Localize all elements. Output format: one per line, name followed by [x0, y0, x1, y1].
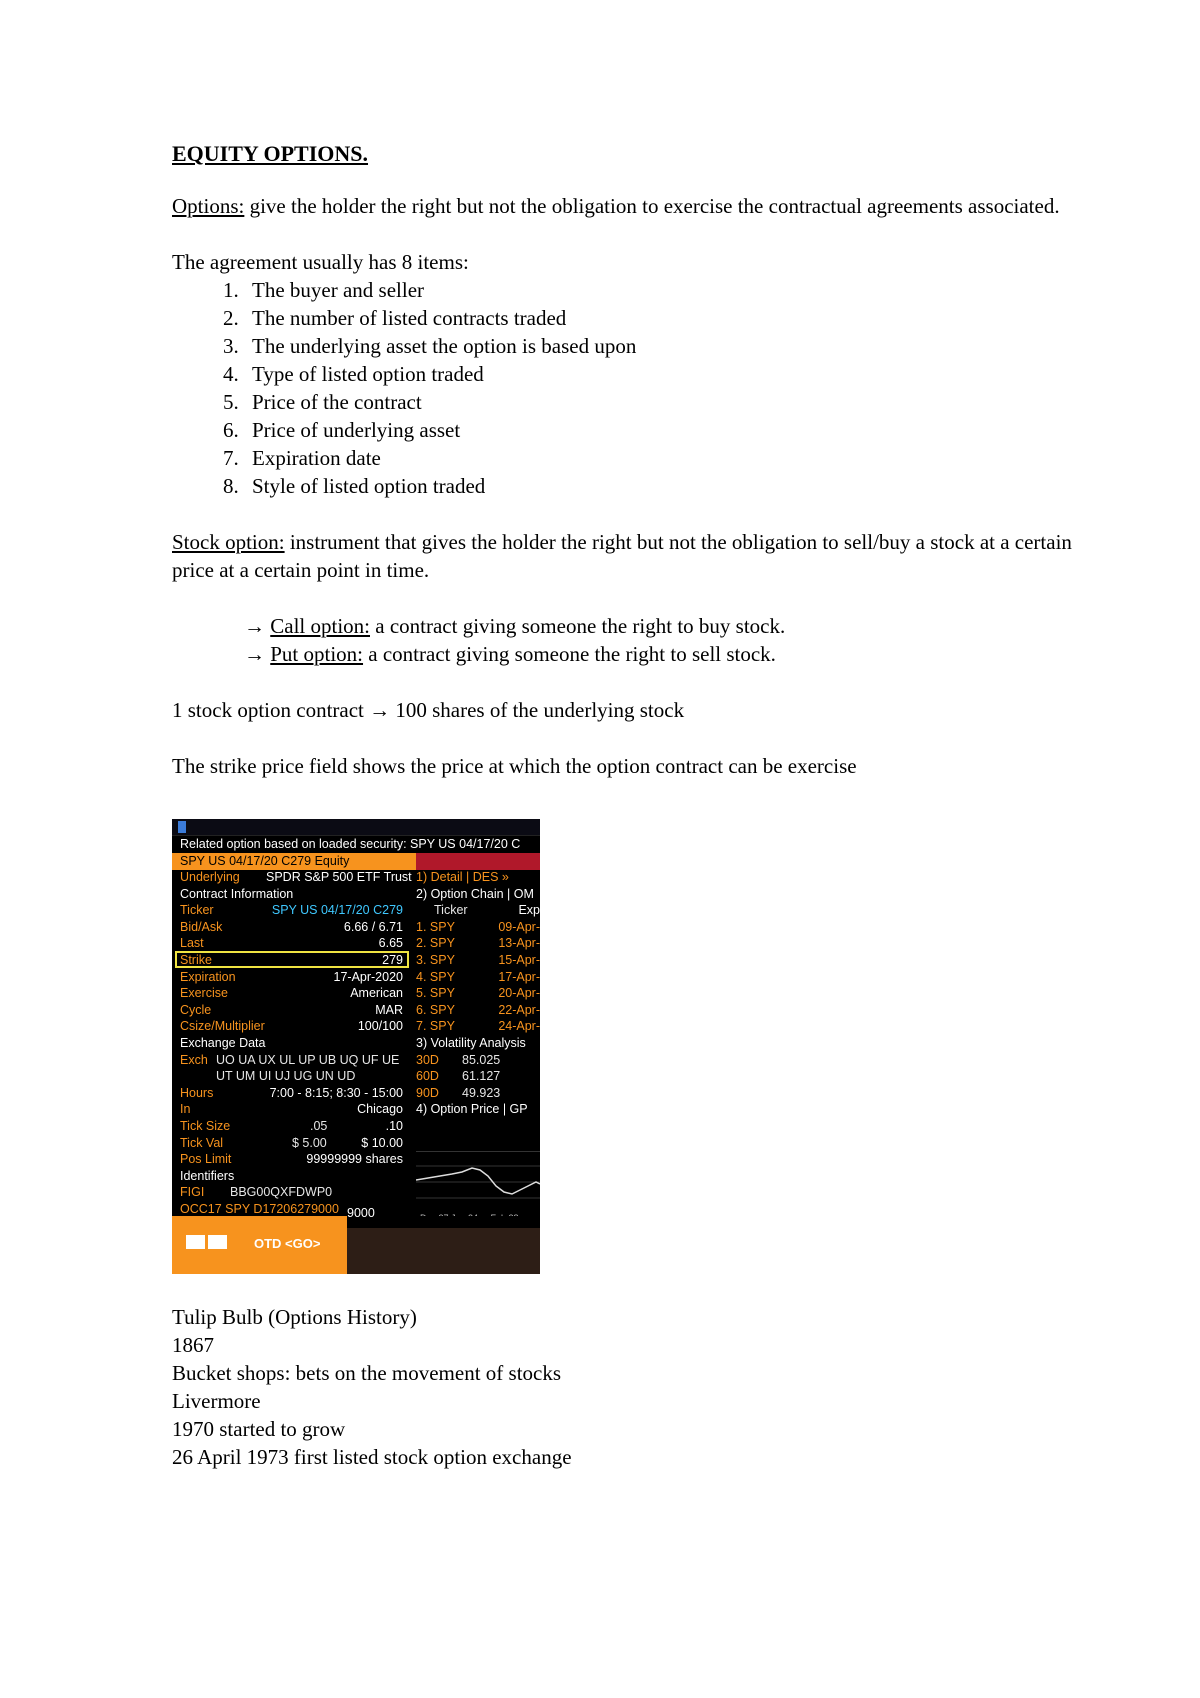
last-label: Last — [180, 936, 204, 951]
chain-ticker-header: Ticker — [434, 903, 468, 918]
tick-val-v2: $ 10.00 — [361, 1135, 403, 1150]
pos-limit-label: Pos Limit — [180, 1152, 232, 1167]
chain-exp: 24-Apr- — [498, 1019, 540, 1034]
exercise-label: Exercise — [180, 986, 228, 1001]
chain-exp: 13-Apr- — [498, 936, 540, 951]
agreement-item: 3. The underlying asset the option is based upon — [244, 332, 1072, 360]
in-value: Chicago — [357, 1102, 403, 1117]
tick-size-v2: .10 — [385, 1118, 403, 1133]
chain-row[interactable] — [416, 935, 540, 952]
document-body — [172, 140, 1072, 780]
history-line: Tulip Bulb (Options History) — [172, 1305, 417, 1329]
chain-num: 3. — [416, 952, 427, 967]
underlying-label: Underlying — [180, 870, 240, 884]
terminal-topbar — [172, 819, 540, 836]
tick-val-label: Tick Val — [180, 1135, 224, 1150]
detail-link[interactable]: 1) Detail | DES » — [416, 870, 509, 884]
contract-line-before: 1 stock option contract — [172, 698, 370, 722]
occ-partial: OCC17 SPY D17206279000 — [180, 1201, 339, 1216]
agreement-item: 7. Expiration date — [244, 444, 1072, 472]
agreement-item: 4. Type of listed option traded — [244, 360, 1072, 388]
sparkline-svg — [416, 1152, 540, 1208]
chain-row[interactable] — [416, 1002, 540, 1019]
underlying-value: SPDR S&P 500 ETF Trust — [266, 870, 412, 884]
cycle-value: MAR — [375, 1002, 403, 1017]
csize-label: Csize/Multiplier — [180, 1019, 265, 1034]
agreement-item: 6. Price of underlying asset — [244, 416, 1072, 444]
options-definition — [172, 192, 1072, 220]
contract-info-header: Contract Information — [180, 886, 294, 901]
chain-exp: 20-Apr- — [498, 986, 540, 1001]
agreement-item: 2. The number of listed contracts traded — [244, 304, 1072, 332]
chain-ticker: SPY — [429, 952, 455, 967]
hours-label: Hours — [180, 1085, 214, 1100]
vol-period: 60D — [416, 1069, 439, 1084]
strike-label: Strike — [180, 952, 212, 967]
otd-button[interactable] — [172, 1216, 347, 1274]
chain-exp: 15-Apr- — [498, 952, 540, 967]
ticker-value: SPY US 04/17/20 C279 — [271, 903, 403, 918]
exch-value-2: UT UM UI UJ UG UN UD — [216, 1069, 356, 1084]
chain-exp: 17-Apr- — [498, 969, 540, 984]
chain-num: 5. — [416, 986, 427, 1001]
chain-exp: 09-Apr- — [498, 919, 540, 934]
chain-num: 1. — [416, 919, 427, 934]
history-section — [172, 1303, 1072, 1471]
put-option-text: a contract giving someone the right to sell stock. — [363, 642, 776, 666]
cycle-label: Cycle — [180, 1002, 212, 1017]
related-panel — [416, 869, 540, 1118]
chain-ticker: SPY — [429, 969, 455, 984]
call-option-term: Call option: — [270, 614, 370, 638]
security-name: SPY US 04/17/20 C279 Equity — [172, 853, 416, 870]
floor-background — [347, 1216, 540, 1274]
identifiers-header: Identifiers — [180, 1168, 235, 1183]
figi-label: FIGI — [180, 1185, 205, 1200]
tick-size-label: Tick Size — [180, 1118, 231, 1133]
chain-row[interactable] — [416, 1018, 540, 1035]
exchange-data-header: Exchange Data — [180, 1035, 266, 1050]
hours-value: 7:00 - 8:15; 8:30 - 15:00 — [269, 1085, 403, 1100]
contract-panel — [180, 869, 412, 1217]
agreement-item: 5. Price of the contract — [244, 388, 1072, 416]
vol-value: 85.025 — [462, 1052, 501, 1067]
figi-value: BBG00QXFDWP0 — [230, 1185, 333, 1200]
chain-row[interactable] — [416, 969, 540, 986]
chain-ticker: SPY — [429, 1002, 455, 1017]
vol-value: 61.127 — [462, 1069, 501, 1084]
option-terminal-image — [172, 819, 540, 1274]
chain-row[interactable] — [416, 985, 540, 1002]
security-bar-red — [416, 853, 540, 870]
option-chain-link[interactable]: 2) Option Chain | OM — [416, 886, 534, 901]
exch-value: UO UA UX UL UP UB UQ UF UE — [216, 1052, 400, 1067]
tick-val-v1: $ 5.00 — [292, 1135, 327, 1150]
stock-option-term: Stock option: — [172, 530, 285, 554]
agreement-intro: The agreement usually has 8 items: — [172, 250, 469, 274]
history-line: 1970 started to grow — [172, 1417, 346, 1441]
expiration-value: 17-Apr-2020 — [333, 969, 403, 984]
related-option-line: Related option based on loaded security: SPY US 04/17/20 C — [180, 837, 521, 851]
bid-ask-label: Bid/Ask — [180, 919, 223, 934]
tick-size-v1: .05 — [310, 1118, 328, 1133]
chain-num: 4. — [416, 969, 427, 984]
exch-label: Exch — [180, 1052, 208, 1067]
security-bar — [172, 853, 540, 870]
put-option-term: Put option: — [270, 642, 364, 666]
chain-ticker: SPY — [429, 919, 455, 934]
book-icon — [186, 1235, 230, 1253]
chain-ticker: SPY — [429, 986, 455, 1001]
exercise-value: American — [350, 986, 403, 1001]
contract-line — [172, 696, 1072, 724]
history-line: Bucket shops: bets on the movement of stocks — [172, 1361, 562, 1385]
options-text: give the holder the right but not the obligation to exercise the contractual agreements associated. — [244, 194, 1060, 218]
sparkline-line — [416, 1168, 540, 1194]
agreement-list — [172, 276, 1072, 500]
chain-exp-header: Exp — [518, 903, 540, 918]
chain-row[interactable] — [416, 919, 540, 936]
play-icon — [178, 821, 186, 833]
vol-period: 90D — [416, 1085, 439, 1100]
arrow-icon: → — [244, 642, 271, 666]
contract-line-after: 100 shares of the underlying stock — [390, 698, 685, 722]
history-line: 1867 — [172, 1333, 214, 1357]
history-line: Livermore — [172, 1389, 261, 1413]
stock-option-definition — [172, 528, 1072, 584]
history-line: 26 April 1973 first listed stock option exchange — [172, 1445, 572, 1469]
put-option-line — [172, 640, 1072, 668]
agreement-item: 1. The buyer and seller — [244, 276, 1072, 304]
otd-label: OTD <GO> — [254, 1236, 321, 1251]
option-price-link[interactable]: 4) Option Price | GP — [416, 1102, 528, 1117]
chain-ticker: SPY — [429, 936, 455, 951]
strike-line: The strike price field shows the price at which the option contract can be exercise — [172, 754, 857, 778]
chain-num: 2. — [416, 936, 427, 951]
call-option-line — [172, 612, 1072, 640]
document-title: EQUITY OPTIONS. — [172, 141, 369, 166]
arrow-icon: → — [244, 614, 271, 638]
chain-ticker: SPY — [429, 1019, 455, 1034]
in-label: In — [180, 1102, 191, 1117]
chain-num: 7. — [416, 1019, 427, 1034]
vol-value: 49.923 — [462, 1085, 501, 1100]
stock-option-text: instrument that gives the holder the right but not the obligation to sell/buy a stock at a certain price at a certain point in time. — [172, 530, 1072, 582]
strike-value: 279 — [382, 952, 403, 967]
chain-exp: 22-Apr- — [498, 1002, 540, 1017]
expiration-label: Expiration — [180, 969, 236, 984]
volatility-analysis-link[interactable]: 3) Volatility Analysis — [416, 1035, 526, 1050]
chain-row[interactable] — [416, 952, 540, 969]
chain-num: 6. — [416, 1002, 427, 1017]
price-sparkline — [416, 1151, 540, 1224]
csize-value: 100/100 — [357, 1019, 403, 1034]
last-value: 6.65 — [378, 936, 403, 951]
strike-highlight-box — [175, 951, 409, 968]
occ-tail: 9000 — [347, 1206, 375, 1220]
arrow-icon: → — [369, 698, 391, 722]
ticker-label: Ticker — [180, 903, 214, 918]
options-term: Options: — [172, 194, 245, 218]
bid-ask-value: 6.66 / 6.71 — [343, 919, 403, 934]
vol-period: 30D — [416, 1052, 439, 1067]
agreement-item: 8. Style of listed option traded — [244, 472, 1072, 500]
pos-limit-value: 99999999 shares — [306, 1152, 403, 1167]
call-option-text: a contract giving someone the right to buy stock. — [370, 614, 786, 638]
